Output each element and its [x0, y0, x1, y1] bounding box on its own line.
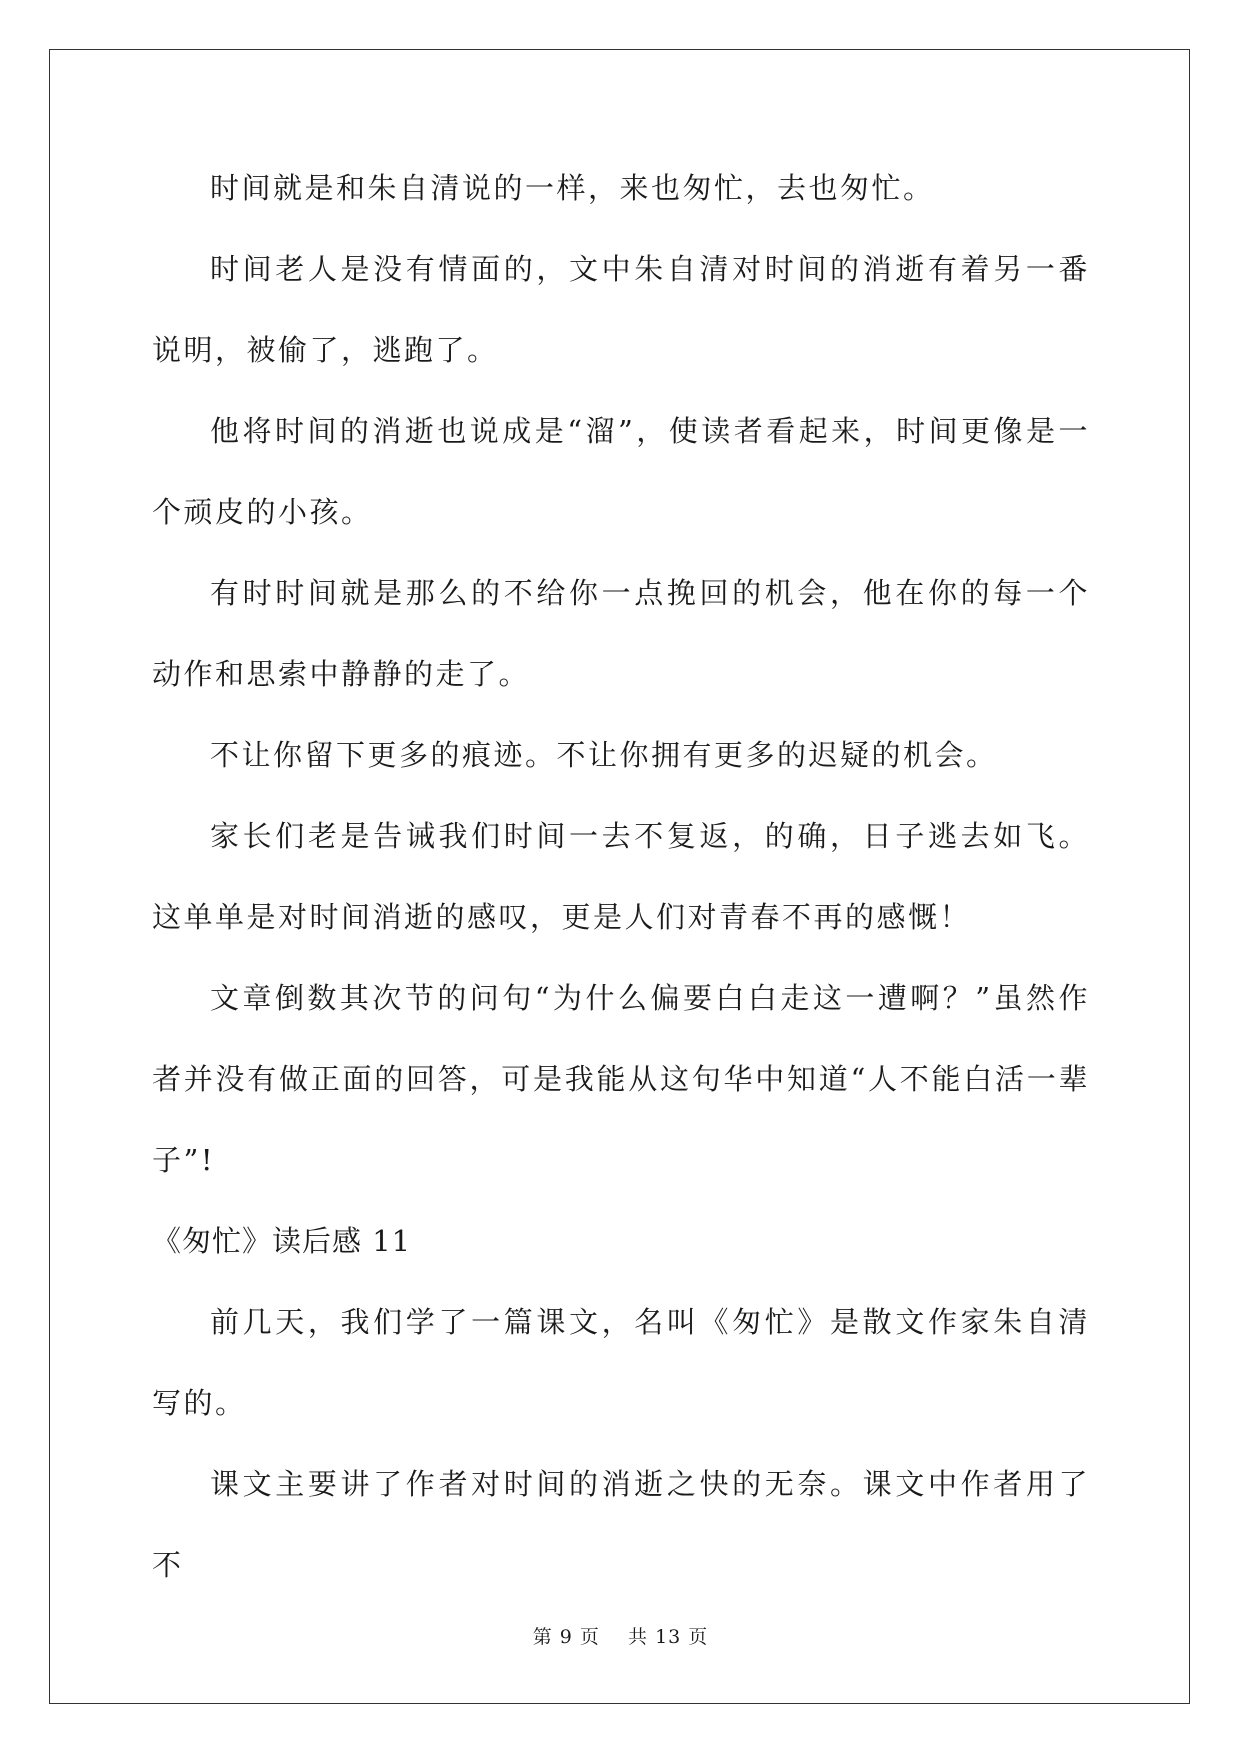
paragraph: 前几天，我们学了一篇课文，名叫《匆忙》是散文作家朱自清写的。	[152, 1305, 1090, 1420]
page-number: 第 9 页 共 13 页	[532, 1626, 709, 1648]
page-footer	[0, 1622, 1241, 1649]
paragraph: 时间就是和朱自清说的一样，来也匆忙，去也匆忙。	[210, 171, 935, 205]
document-body	[152, 148, 1090, 1606]
paragraph: 时间老人是没有情面的，文中朱自清对时间的消逝有着另一番说明，被偷了，逃跑了。	[152, 252, 1090, 367]
paragraph: 课文主要讲了作者对时间的消逝之快的无奈。课文中作者用了不	[152, 1467, 1090, 1582]
section-heading: 《匆忙》读后感 11	[152, 1224, 412, 1258]
paragraph: 他将时间的消逝也说成是“溜”，使读者看起来，时间更像是一个顽皮的小孩。	[152, 414, 1090, 529]
paragraph: 不让你留下更多的痕迹。不让你拥有更多的迟疑的机会。	[210, 738, 998, 772]
paragraph: 有时时间就是那么的不给你一点挽回的机会，他在你的每一个动作和思索中静静的走了。	[152, 576, 1090, 691]
paragraph: 文章倒数其次节的问句“为什么偏要白白走这一遭啊？”虽然作者并没有做正面的回答，可是我能从这句华中知道“人不能白活一辈子”!	[152, 981, 1090, 1177]
paragraph: 家长们老是告诫我们时间一去不复返，的确，日子逃去如飞。这单单是对时间消逝的感叹，更是人们对青春不再的感慨！	[152, 819, 1090, 934]
